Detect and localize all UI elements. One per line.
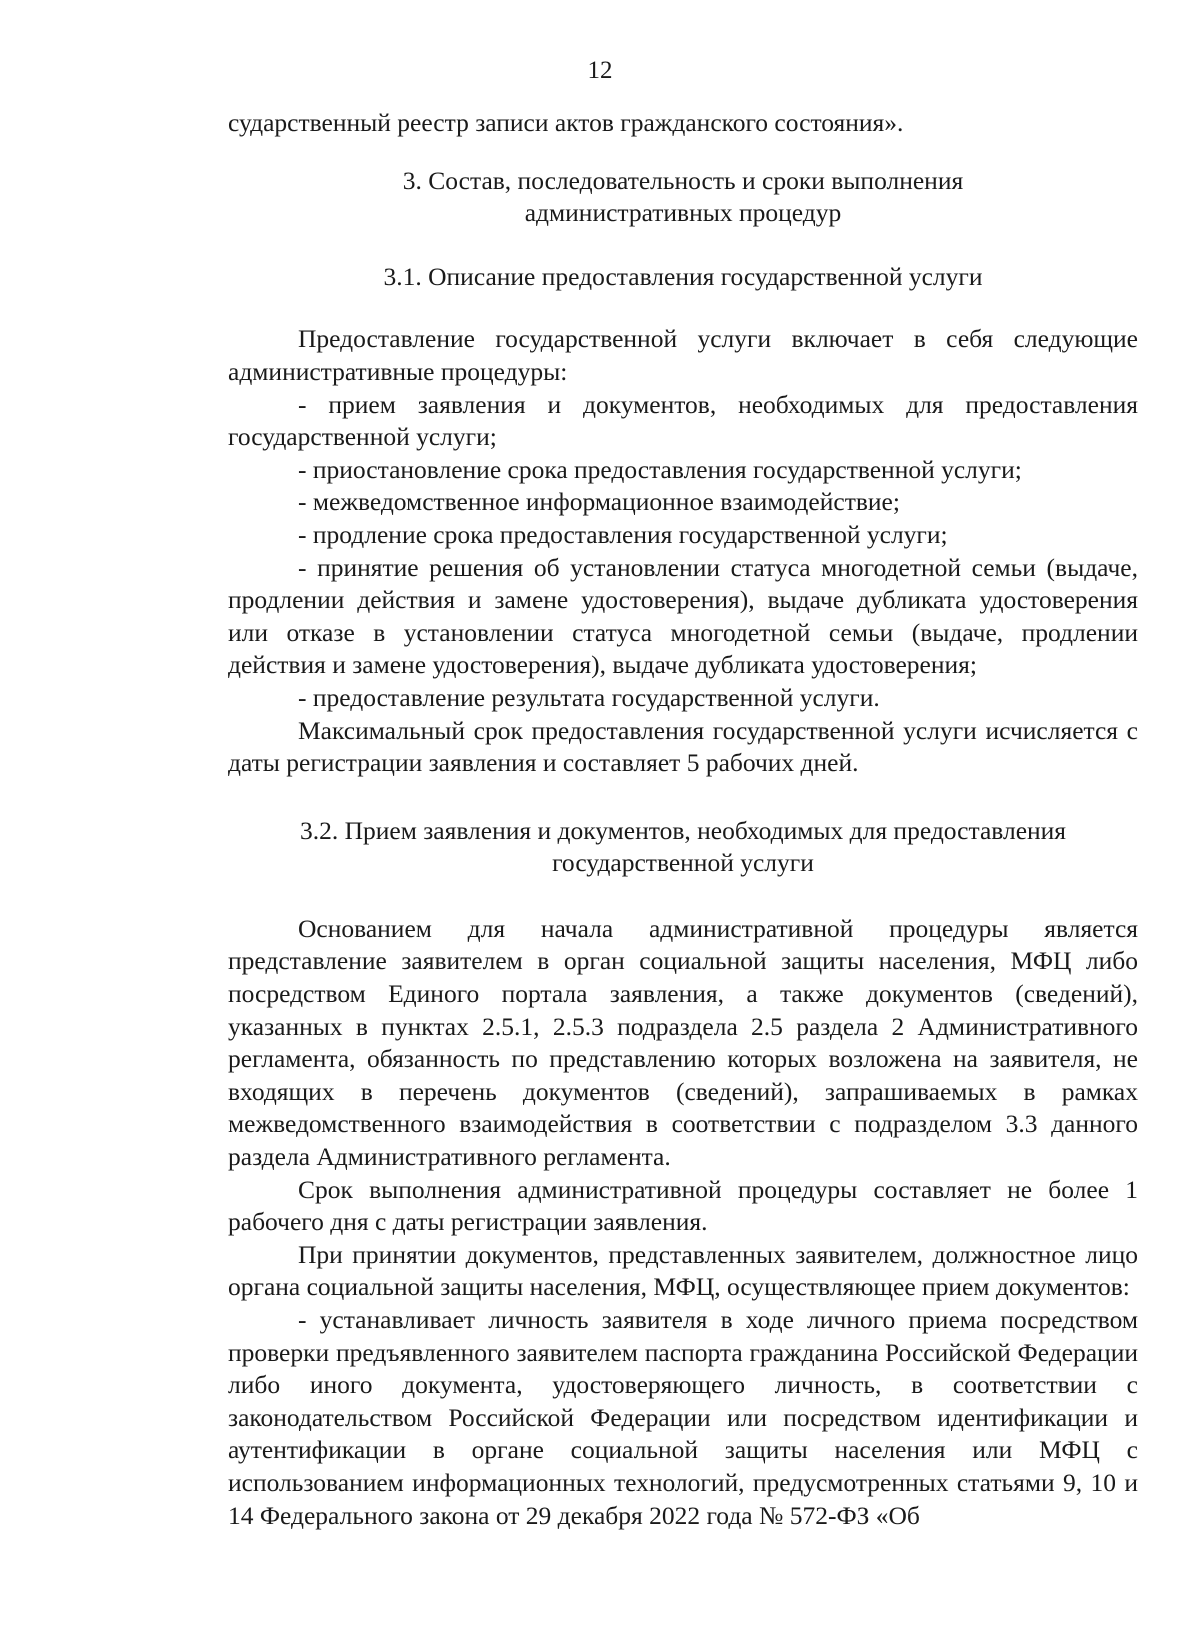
section-3-1-intro: Предоставление государственной услуги включает в себя следующие административные процедуры: (228, 324, 1138, 386)
list-item-reception: - прием заявления и документов, необходимых для предоставления государственной услуги; (228, 389, 1138, 452)
section-3-heading (228, 165, 1138, 230)
list-item-extension: - продление срока предоставления государственной услуги; (298, 519, 948, 549)
page-content (228, 107, 1138, 1532)
page-number: 12 (587, 57, 613, 84)
section-3-1-heading: 3.1. Описание предоставления государственной услуги (383, 261, 983, 291)
section-3-2-identity-paragraph: - устанавливает личность заявителя в ходе личного приема посредством проверки предъявленного заявителем паспорта гражданина Российской Федерации либо иного документа, удостоверяющего личность, в соответствии с законодательством Российской Федерации или посредством идентификации и аутентификации в органе социальной защиты населения или МФЦ с использованием информационных технологий, предусмотренных статьями 9, 10 и 14 Федерального закона от 29 декабря 2022 года № 572-ФЗ «Об (228, 1305, 1138, 1530)
list-item-result: - предоставление результата государственной услуги. (298, 682, 880, 712)
section-3-title-line2: административных процедур (524, 198, 842, 228)
max-term-paragraph: Максимальный срок предоставления государственной услуги исчисляется с даты регистрации заявления и составляет 5 рабочих дней. (228, 715, 1138, 778)
section-3-2-term-paragraph: Срок выполнения административной процедуры составляет не более 1 рабочего дня с даты регистрации заявления. (228, 1174, 1138, 1237)
section-3-2-acceptance-paragraph: При принятии документов, представленных заявителем, должностное лицо органа социальной защиты населения, МФЦ, осуществляющее прием документов: (228, 1239, 1138, 1302)
list-item-interagency: - межведомственное информационное взаимодействие; (298, 487, 900, 517)
continuation-paragraph: сударственный реестр записи актов гражданского состояния». (228, 108, 904, 137)
list-item-decision: - принятие решения об установлении статуса многодетной семьи (выдаче, продлении действия и замене удостоверения), выдаче дубликата удостоверения или отказе в установлении статуса многодетной семьи (выдаче, продлении действия и замене удостоверения), выдаче дубликата удостоверения; (228, 552, 1138, 680)
section-3-2-title-line2: государственной услуги (552, 848, 814, 878)
section-3-2-title-line1: 3.2. Прием заявления и документов, необходимых для предоставления (299, 815, 1067, 845)
section-3-2-heading (228, 815, 1138, 880)
section-3-title-line1: 3. Состав, последовательность и сроки выполнения (402, 165, 964, 195)
list-item-suspension: - приостановление срока предоставления государственной услуги; (298, 454, 1022, 484)
section-3-2-basis-paragraph: Основанием для начала административной процедуры является представление заявителем в орган социальной защиты населения, МФЦ либо посредством Единого портала заявления, а также документов (сведений), указанных в пунктах 2.5.1, 2.5.3 подраздела 2.5 раздела 2 Административного регламента, обязанность по представлению которых возложена на заявителя, не входящих в перечень документов (сведений), запрашиваемых в рамках межведомственного взаимодействия в соответствии с подразделом 3.3 данного раздела Административного регламента. (228, 913, 1138, 1172)
